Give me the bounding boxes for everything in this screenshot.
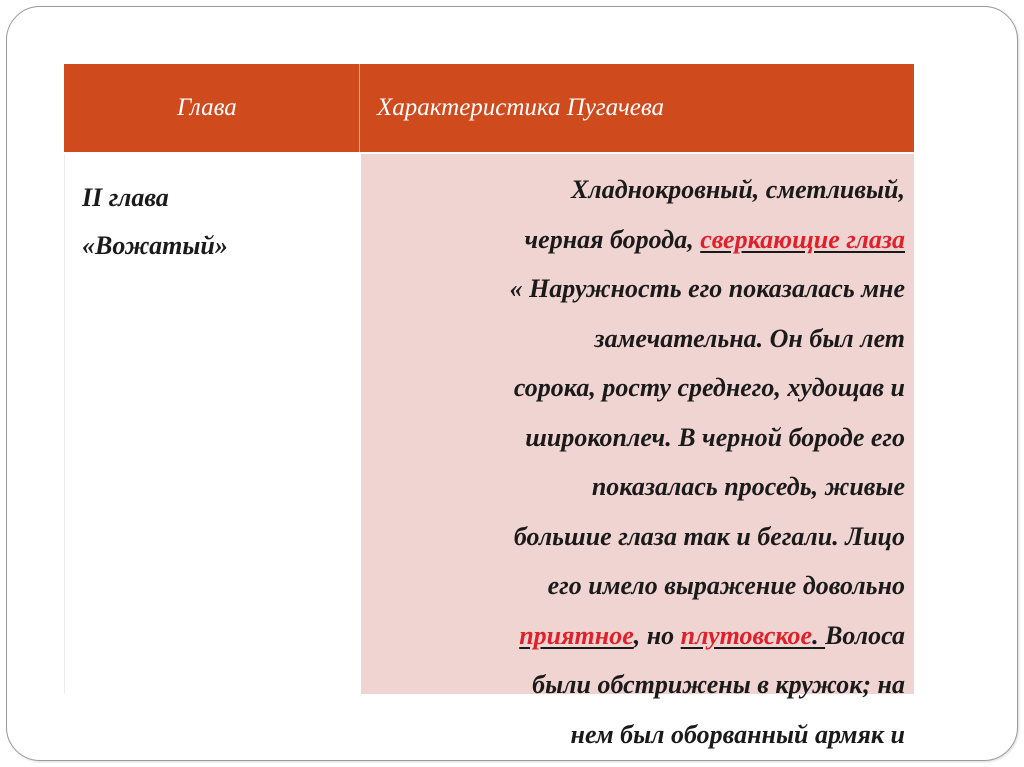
description-line: нем был оборванный армяк и bbox=[570, 719, 905, 749]
description-line: были обстрижены в кружок; на bbox=[532, 670, 905, 699]
chapter-title: «Вожатый» bbox=[82, 231, 228, 260]
chapter-cell bbox=[64, 154, 359, 694]
header-characteristic: Характеристика Пугачева bbox=[377, 94, 665, 121]
description-line bbox=[361, 611, 905, 661]
header-chapter: Глава bbox=[177, 94, 237, 121]
description-line bbox=[361, 215, 905, 265]
description-fragment: . bbox=[812, 620, 826, 650]
description-fragment: черная борода, bbox=[524, 224, 701, 254]
description-line: большие глаза так и бегали. Лицо bbox=[513, 521, 905, 551]
header-divider bbox=[359, 64, 360, 152]
description-line: широкоплеч. В черной бороде его bbox=[525, 422, 905, 452]
description-text bbox=[361, 165, 905, 759]
description-line: Хладнокровный, сметливый, bbox=[571, 175, 905, 204]
highlight-sparkling-eyes: сверкающие глаза bbox=[700, 224, 905, 254]
description-fragment: Волоса bbox=[825, 620, 905, 650]
description-line: « Наружность его показалась мне bbox=[509, 274, 905, 303]
characteristics-table bbox=[64, 64, 914, 761]
description-fragment: , но bbox=[633, 620, 681, 650]
chapter-number: II глава bbox=[82, 183, 169, 212]
description-line: сорока, росту среднего, худощав и bbox=[513, 373, 905, 402]
highlight-roguish: плутовское bbox=[680, 620, 813, 650]
description-cell bbox=[361, 154, 914, 749]
slide-frame bbox=[6, 6, 1018, 761]
chapter-text bbox=[82, 174, 228, 270]
description-line: показалась проседь, живые bbox=[591, 472, 905, 501]
table-header-row bbox=[64, 64, 914, 152]
description-line: замечательна. Он был лет bbox=[594, 323, 905, 353]
highlight-pleasant: приятное bbox=[519, 620, 634, 650]
description-line: его имело выражение довольно bbox=[547, 571, 905, 600]
